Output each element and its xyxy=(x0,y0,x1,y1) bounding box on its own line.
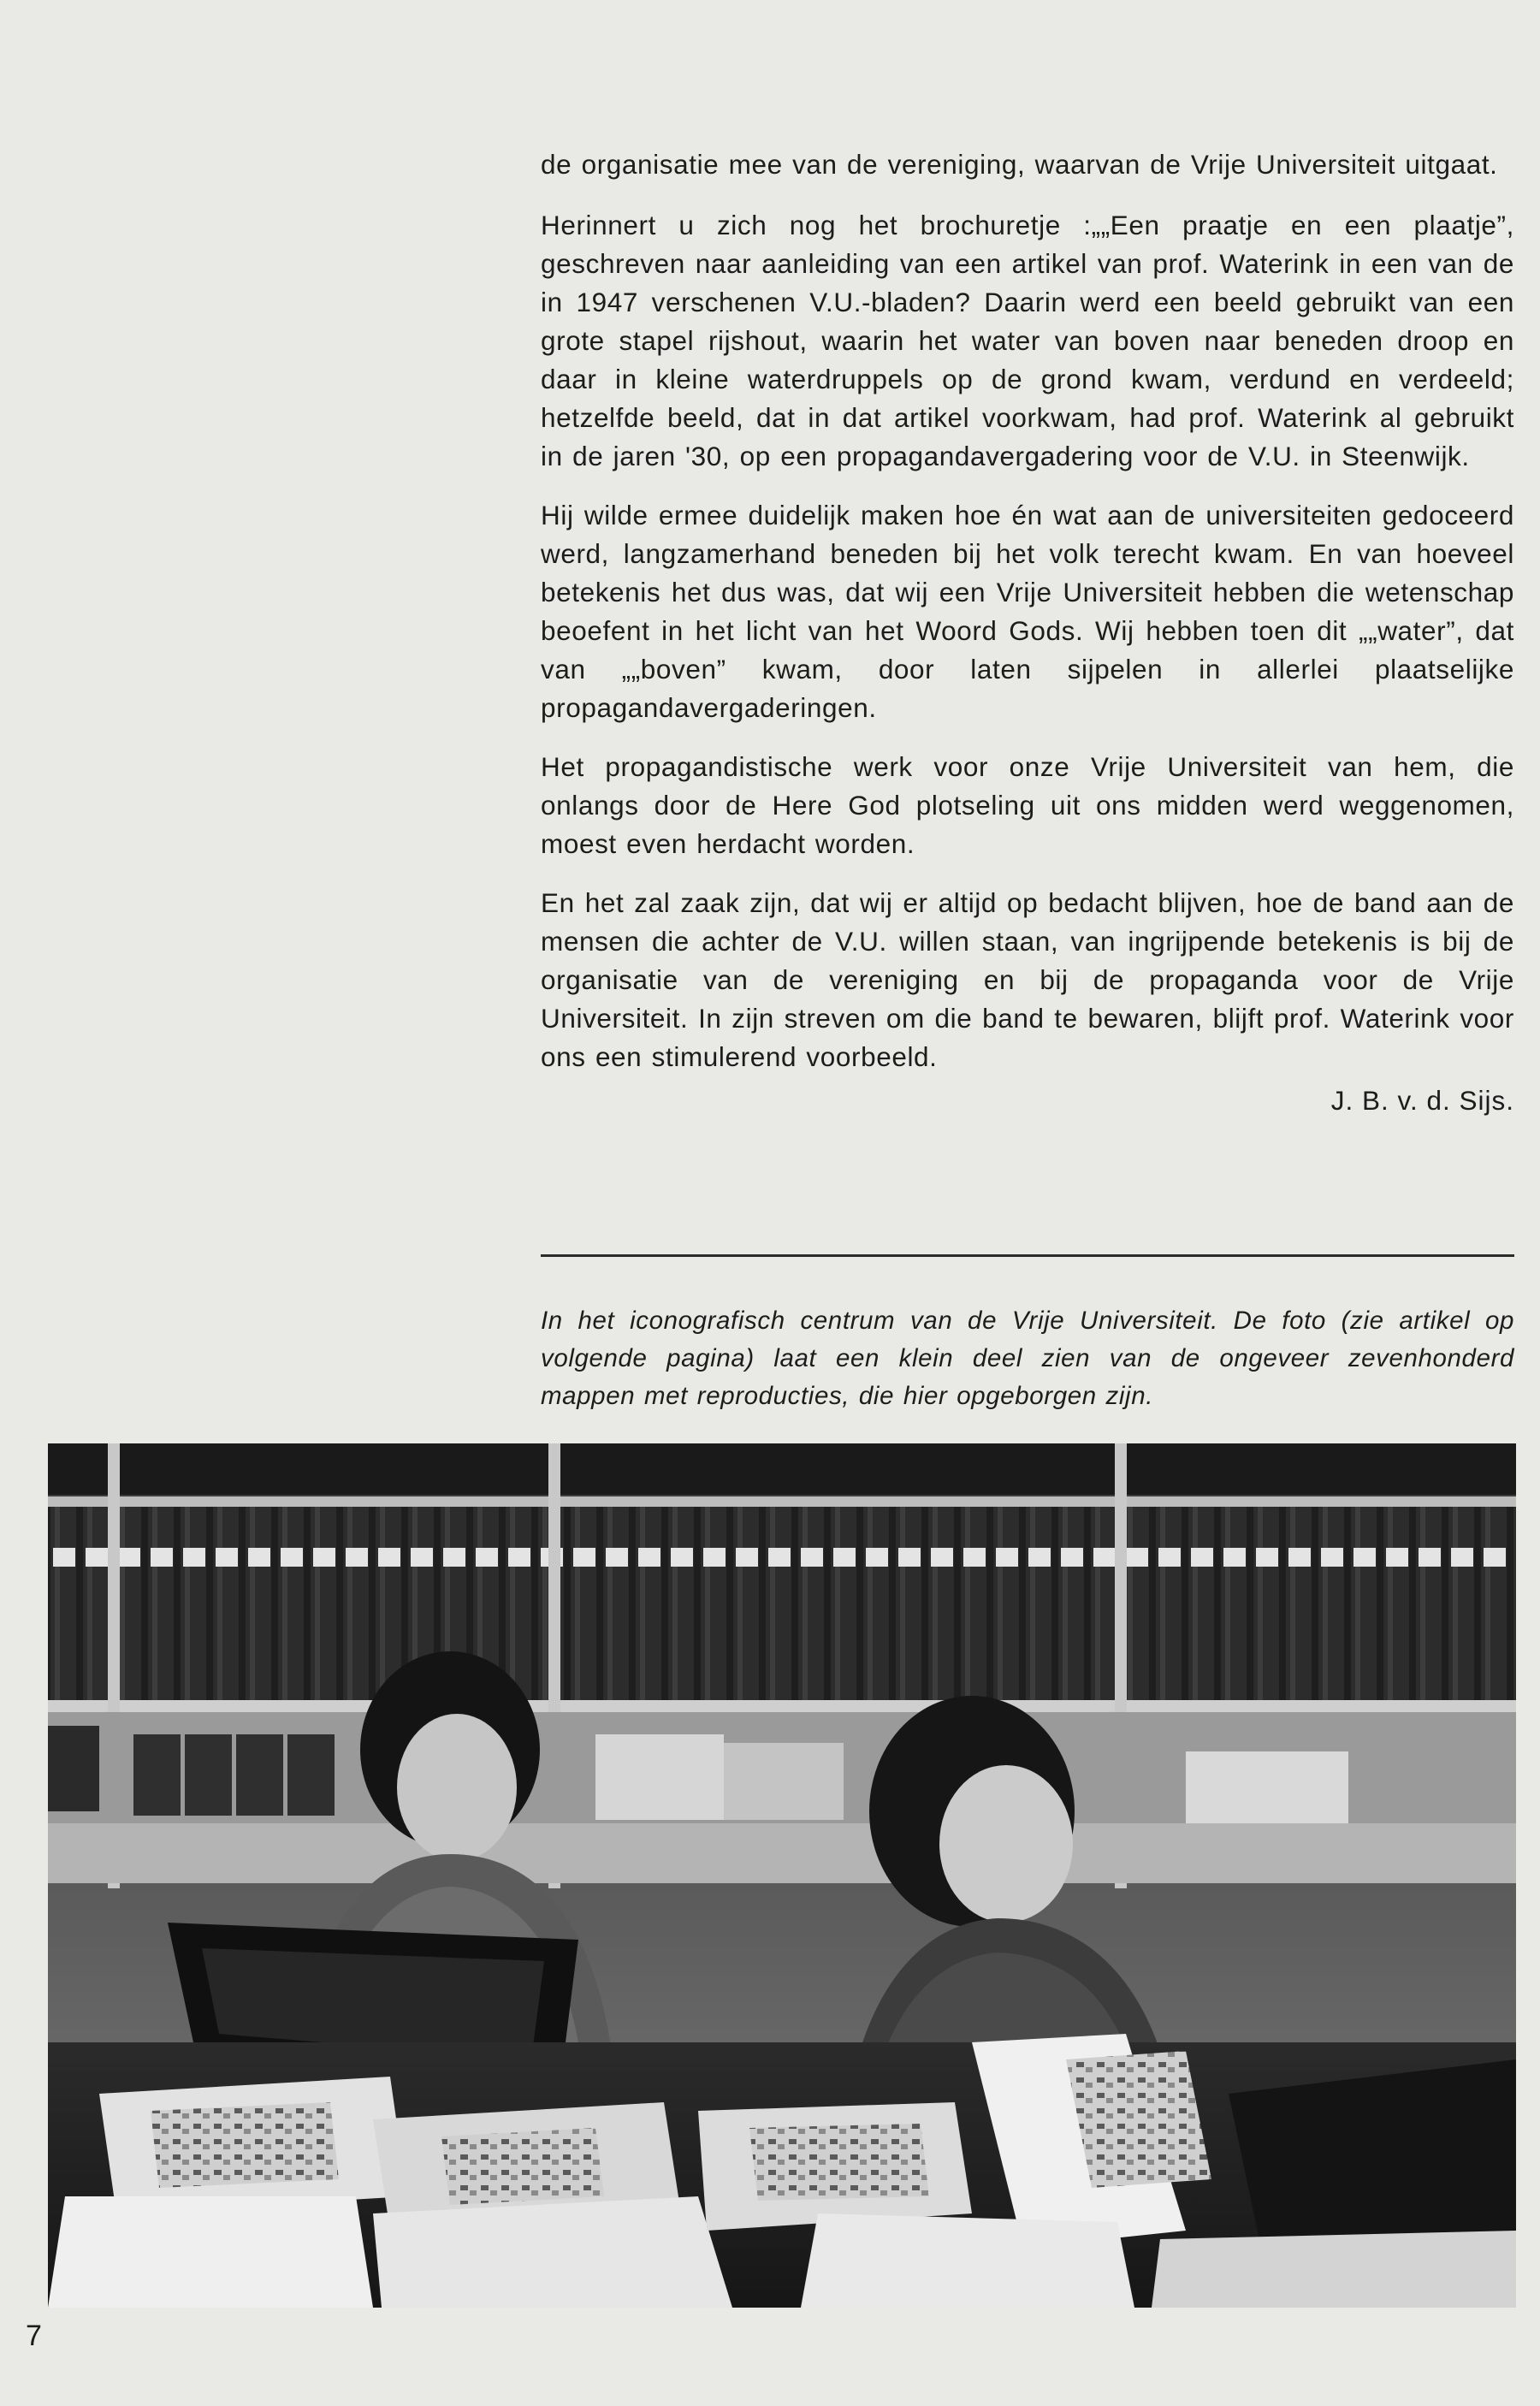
archive-photo xyxy=(48,1443,1516,2308)
photo-caption: In het iconografisch centrum van de Vrije Universiteit. De foto (zie artikel op volgende pagina) laat een klein deel zien van de ongeveer zevenhonderd mappen met reproducties, die hier opgeborgen zijn. xyxy=(541,1307,1514,1410)
paragraph-4: Het propagandistische werk voor onze Vrije Universiteit van hem, die onlangs door de Here God plotseling uit ons midden werd weggenomen, moest even herdacht worden. xyxy=(541,751,1514,859)
article-body xyxy=(541,145,1514,1120)
section-divider xyxy=(541,1254,1514,1257)
paragraph-1: de organisatie mee van de vereniging, waarvan de Vrije Universiteit uitgaat. xyxy=(541,149,1498,180)
paragraph-2: Herinnert u zich nog het brochuretje :„„Een praatje en een plaatje”, geschreven naar aanleiding van een artikel van prof. Waterink in een van de in 1947 verschenen V.U.-bladen? Daarin werd een beeld gebruikt van een grote stapel rijshout, waarin het water van boven naar beneden droop en daar in kleine waterdruppels op de grond kwam, verdund en verdeeld; hetzelfde beeld, dat in dat artikel voorkwam, had prof. Waterink al gebruikt in de jaren '30, op een propagandavergadering voor de V.U. in Steenwijk. xyxy=(541,210,1514,471)
author-signature: J. B. v. d. Sijs. xyxy=(1330,1085,1514,1116)
paragraph-5: En het zal zaak zijn, dat wij er altijd op bedacht blijven, hoe de band aan de mensen die achter de V.U. willen staan, van ingrijpende betekenis is bij de organisatie van de vereniging en bij de propaganda voor de Vrije Universiteit. In zijn streven om die band te bewaren, blijft prof. Waterink voor ons een stimulerend voorbeeld. xyxy=(541,887,1514,1072)
paragraph-3: Hij wilde ermee duidelijk maken hoe én wat aan de universiteiten gedoceerd werd, langzamerhand beneden bij het volk terecht kwam. En van hoeveel betekenis het dus was, dat wij een Vrije Universiteit hebben die wetenschap beoefent in het licht van het Woord Gods. Wij hebben toen dit „„water”, dat van „„boven” kwam, door laten sijpelen in allerlei plaatselijke propagandavergaderingen. xyxy=(541,500,1514,723)
page-number: 7 xyxy=(26,2320,42,2352)
